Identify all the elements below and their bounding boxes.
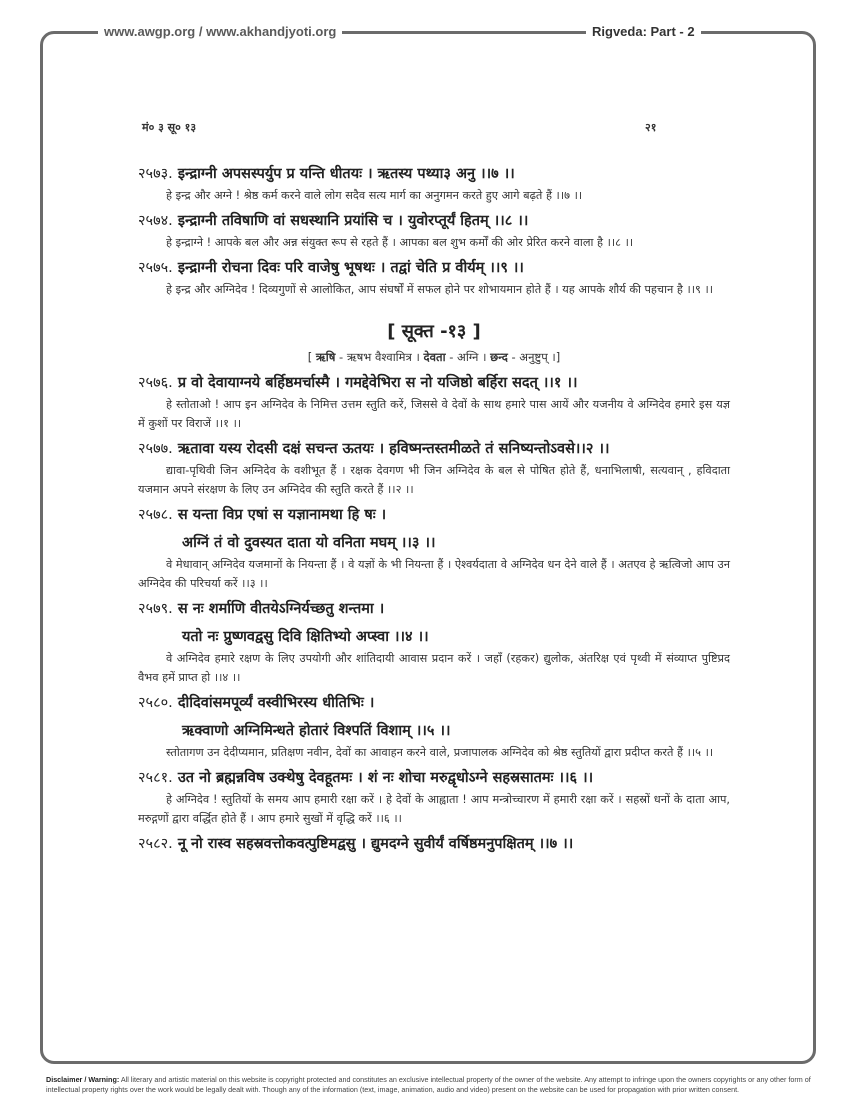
verse-block (138, 597, 730, 687)
verse-translation: वे अग्निदेव हमारे रक्षण के लिए उपयोगी और शांतिदायी आवास प्रदान करें । जहाँ (रहकर) द्युलोक, अंतरिक्ष एवं पृथ्वी में संव्याप्त पुष्टिप्रद वैभव हमें प्राप्त हो ।।४ ।। (138, 652, 730, 684)
verse-block (138, 503, 730, 593)
verse-text: उत नो ब्रह्मन्नविष उक्थेषु देवहूतमः । शं नः शोचा मरुद्वृधोऽग्ने सहस्रसातमः ।।६ ।। (177, 770, 594, 786)
verse-line (138, 437, 730, 461)
verse-block (138, 766, 730, 828)
verse-number: २५७६. (138, 375, 173, 391)
verse-number: २५७५. (138, 260, 173, 276)
sukta-meta (138, 347, 730, 367)
verse-translation: वे मेधावान् अग्निदेव यजमानों के नियन्ता हैं । वे यज्ञों के भी नियन्ता हैं । ऐश्वर्यदाता वे अग्निदेव धन देने वाले हैं । अतएव हे ऋत्विजो आप उन अग्निदेव की परिचर्या करें ।।३ ।। (138, 558, 730, 590)
verse-block (138, 832, 730, 856)
verse-translation: द्यावा-पृथिवी जिन अग्निदेव के वशीभूत हैं । रक्षक देवगण भी जिन अग्निदेव के बल से पोषित होते हैं, धनाभिलाषी, सत्यवान् , हविदाता यजमान अपने संरक्षण के लिए उन अग्निदेव की स्तुति करते हैं ।।२ ।। (138, 464, 730, 496)
chhand-label: छन्द (490, 350, 508, 364)
devata-label: देवता (423, 350, 446, 364)
verse-number: २५७४. (138, 213, 173, 229)
verse-line (138, 162, 730, 186)
verse-text: स नः शर्माणि वीतयेऽग्निर्यच्छतु शन्तमा । (177, 601, 385, 617)
site-url: www.awgp.org / www.akhandjyoti.org (98, 23, 342, 41)
page-number: २१ (645, 121, 657, 134)
verse-line (138, 691, 730, 715)
book-title: Rigveda: Part - 2 (586, 23, 701, 41)
verse-block (138, 437, 730, 499)
verse-translation: हे इन्द्र और अग्निदेव ! दिव्यगुणों से आलोकित, आप संघर्षों में सफल होने पर शोभायमान होते हैं । यह आपके शौर्य की पहचान है ।।९ ।। (166, 283, 714, 296)
verse-line (138, 209, 730, 233)
verse-line (138, 597, 730, 621)
verse-translation: स्तोतागण उन देदीप्यमान, प्रतिक्षण नवीन, देवों का आवाहन करने वाले, प्रजापालक अग्निदेव को श्रेष्ठ स्तुतियों द्वारा प्रदीप्त करते हैं ।।५ ।। (166, 746, 714, 759)
verse-text: स यन्ता विप्र एषां स यज्ञानामथा हि षः । (177, 507, 387, 523)
verse-block (138, 162, 730, 205)
verse-line (138, 503, 730, 527)
open-bracket: [ (307, 350, 313, 364)
verse-list-after (138, 371, 730, 856)
verse-translation: हे अग्निदेव ! स्तुतियों के समय आप हमारी रक्षा करें । हे देवों के आह्वाता ! आप मन्त्रोच्चारण में हमारी रक्षा करें । सहस्रों धनों के दाता आप, मरुद्गणों द्वारा वर्द्धित होते हैं । आप हमारे सुखों में वृद्धि करें ।।६ ।। (138, 793, 730, 825)
verse-text: दीदिवांसमपूर्व्यं वस्वीभिरस्य धीतिभिः । (177, 695, 375, 711)
verse-translation: हे इन्द्र और अग्ने ! श्रेष्ठ कर्म करने वाले लोग सदैव सत्य मार्ग का अनुगमन करते हुए आगे बढ़ते हैं ।।७ ।। (166, 189, 583, 202)
verse-text: नू नो रास्व सहस्रवत्तोकवत्पुष्टिमद्वसु । द्युमदग्ने सुवीर्यं वर्षिष्ठमनुपक्षितम् ।।७ ।। (177, 836, 574, 852)
verse-line-continued (138, 625, 730, 649)
verse-block (138, 691, 730, 762)
verse-line (138, 371, 730, 395)
verse-text: यतो नः प्रुष्णवद्वसु दिवि क्षितिभ्यो अप्स्वा ।।४ ।। (182, 629, 429, 645)
verse-block (138, 256, 730, 299)
rishi-label: ऋषि (315, 350, 336, 364)
verse-line-continued (138, 531, 730, 555)
verse-translation: हे स्तोताओ ! आप इन अग्निदेव के निमित्त उत्तम स्तुति करें, जिससे वे देवों के साथ हमारे पास आयें और यजनीय वे अग्निदेव हमारे इस यज्ञ में कुशों पर विराजें ।।१ ।। (138, 398, 730, 430)
disclaimer-text: All literary and artistic material on this website is copyright protected and constitutes an exclusive intellectual property of the owner of the website. Any attempt to infringe upon the owners copyrights or any other form of intellectual property rights over the work would be legally dealt with. Though any of the information (text, image, animation, audio and video) present on the website can be used for propagation with prior written consent. (46, 1075, 811, 1094)
sukta-title: [ सूक्त -१३ ] (387, 321, 481, 342)
verse-number: २५७३. (138, 166, 173, 182)
verse-text: ऋतावा यस्य रोदसी दक्षं सचन्त ऊतयः । हविष्मन्तस्तमीळते तं सनिष्यन्तोऽवसे।।२ ।। (177, 441, 610, 457)
verse-block (138, 371, 730, 433)
disclaimer-label: Disclaimer / Warning: (46, 1075, 120, 1084)
verse-number: २५७८. (138, 507, 173, 523)
verse-text: ऋक्वाणो अग्निमिन्धते होतारं विश्पतिं विशाम् ।।५ ।। (182, 723, 451, 739)
verse-number: २५७९. (138, 601, 173, 617)
verse-number: २५८२. (138, 836, 173, 852)
verse-block (138, 209, 730, 252)
chhand-value: - अनुष्टुप् ।] (511, 350, 561, 364)
disclaimer (46, 1075, 818, 1094)
verse-line-continued (138, 719, 730, 743)
verse-text: इन्द्राग्नी अपसस्पर्युप प्र यन्ति धीतयः । ऋतस्य पथ्या३ अनु ।।७ ।। (177, 166, 515, 182)
verse-text: अग्निं तं वो दुवस्यत दाता यो वनिता मघम् ।।३ ।। (182, 535, 436, 551)
verse-text: इन्द्राग्नी तविषाणि वां सधस्थानि प्रयांसि च । युवोरप्तूर्यं हितम् ।।८ ।। (177, 213, 529, 229)
verse-text: इन्द्राग्नी रोचना दिवः परि वाजेषु भूषथः । तद्वां चेति प्र वीर्यम् ।।९ ।। (177, 260, 524, 276)
verse-line (138, 832, 730, 856)
verse-line (138, 256, 730, 280)
page-content (138, 158, 730, 856)
verse-number: २५७७. (138, 441, 173, 457)
verse-line (138, 766, 730, 790)
rishi-value: - ऋषभ वैश्वामित्र । (339, 350, 420, 364)
section-reference: मं० ३ सू० १३ (142, 121, 197, 134)
verse-number: २५८०. (138, 695, 173, 711)
verse-translation: हे इन्द्राग्ने ! आपके बल और अन्न संयुक्त रूप से रहते हैं । आपका बल शुभ कर्मों की ओर प्रेरित करने वाला है ।।८ ।। (166, 236, 634, 249)
devata-value: - अग्नि । (449, 350, 487, 364)
verse-number: २५८१. (138, 770, 173, 786)
verse-list-before (138, 162, 730, 299)
verse-text: प्र वो देवायाग्नये बर्हिष्ठमर्चास्मै । गमद्देवेभिरा स नो यजिष्ठो बर्हिरा सदत् ।।१ ।। (177, 375, 578, 391)
